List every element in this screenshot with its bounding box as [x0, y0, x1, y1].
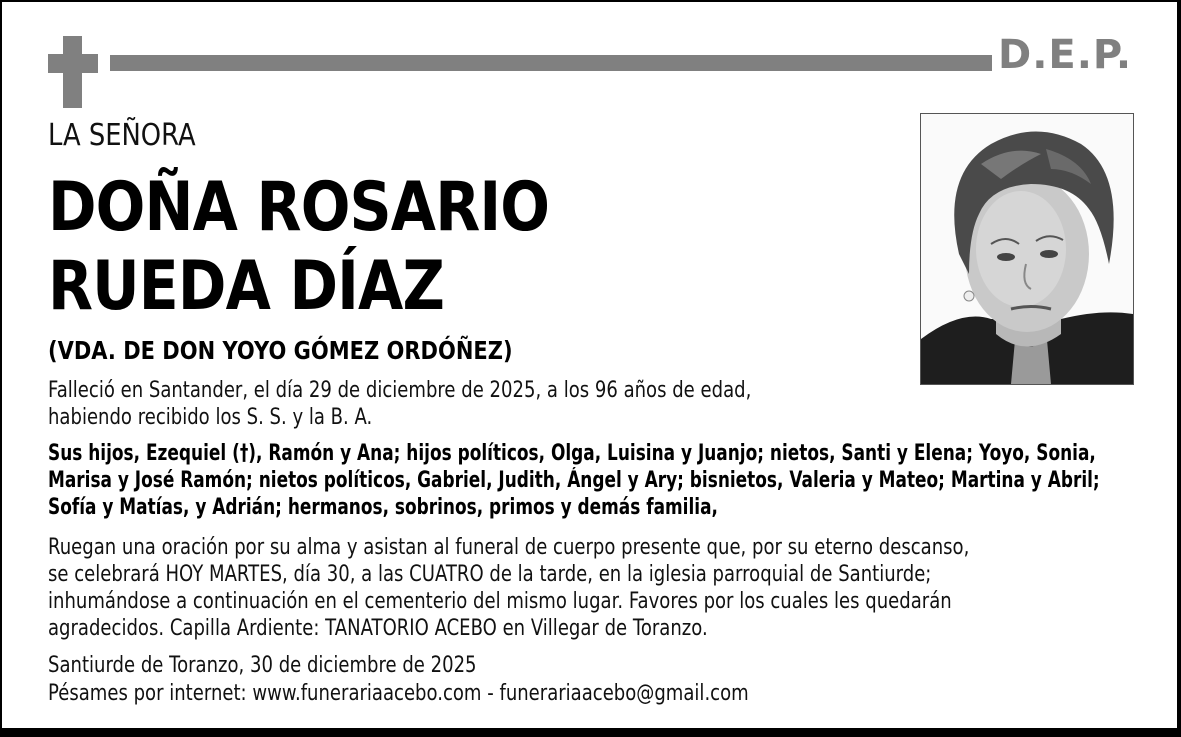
funeral-line: inhumándose a continuación en el cementerio del mismo lugar. Favores por los cuales les quedarán [48, 589, 952, 614]
condolences-contact: Pésames por internet: www.funerariaacebo.com - funerariaacebo@gmail.com [48, 681, 749, 706]
header-rule [110, 55, 992, 71]
deceased-name-line1: DOÑA ROSARIO [48, 168, 550, 247]
deceased-name-line2: RUEDA DÍAZ [48, 247, 445, 326]
funeral-line: se celebrará HOY MARTES, día 30, a las CUATRO de la tarde, en la iglesia parroquial de Santiurde; [48, 562, 932, 587]
death-info-line: habiendo recibido los S. S. y la B. A. [48, 405, 373, 430]
portrait-photo [920, 113, 1134, 385]
family-line: Marisa y José Ramón; nietos políticos, Gabriel, Judith, Ángel y Ary; bisnietos, Valeria y Mateo; Martina y Abril; [48, 468, 1100, 493]
funeral-line: agradecidos. Capilla Ardiente: TANATORIO ACEBO en Villegar de Toranzo. [48, 616, 708, 641]
cross-icon-crossbar [48, 54, 98, 73]
death-info-line: Falleció en Santander, el día 29 de diciembre de 2025, a los 96 años de edad, [48, 378, 752, 403]
dep-label: D.E.P. [998, 32, 1133, 78]
family-line: Sus hijos, Ezequiel (†), Ramón y Ana; hijos políticos, Olga, Luisina y Juanjo; nietos, Santi y Elena; Yoyo, Sonia, [48, 441, 1096, 466]
portrait-image [921, 114, 1133, 384]
widow-of: (VDA. DE DON YOYO GÓMEZ ORDÓÑEZ) [48, 336, 513, 365]
place-date: Santiurde de Toranzo, 30 de diciembre de 2025 [48, 653, 477, 678]
family-line: Sofía y Matías, y Adrián; hermanos, sobrinos, primos y demás familia, [48, 495, 718, 520]
obituary-notice [2, 2, 1177, 728]
intro-label: LA SEÑORA [48, 118, 196, 153]
funeral-line: Ruegan una oración por su alma y asistan al funeral de cuerpo presente que, por su eterno descanso, [48, 535, 970, 560]
